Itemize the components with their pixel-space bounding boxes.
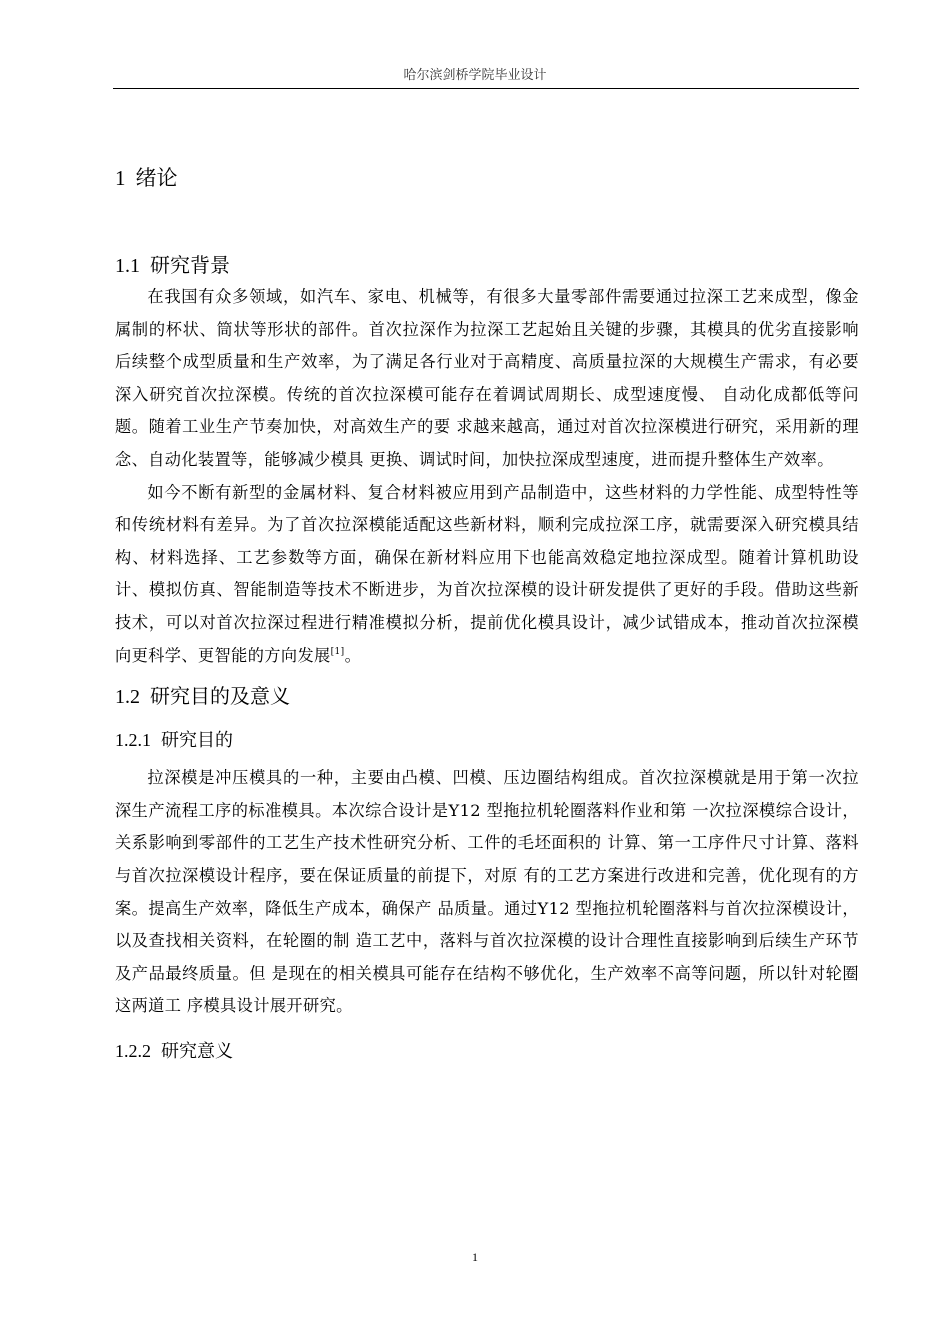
subsection-heading-1-2-2 xyxy=(115,1036,859,1066)
paragraph-tail: 。 xyxy=(344,645,362,665)
section-heading-1-2 xyxy=(115,680,859,712)
subsection-title: 研究意义 xyxy=(161,1040,233,1062)
subsection-number: 1.2.1 xyxy=(115,730,151,751)
section-heading-1-1 xyxy=(115,249,859,281)
page-number: 1 xyxy=(472,1250,478,1264)
header-divider xyxy=(113,88,859,89)
chapter-number: 1 xyxy=(115,166,126,190)
paragraph-background-2 xyxy=(115,477,859,673)
section-title: 研究背景 xyxy=(150,253,230,277)
paragraph-purpose: 拉深模是冲压模具的一种，主要由凸模、凹模、压边圈结构组成。首次拉深模就是用于第一次拉深生产流程工序的标准模具。本次综合设计是Y12 型拖拉机轮圈落料作业和第 一次拉深模综合设计，关系影响到零部件的工艺生产技术性研究分析、工件的毛坯面积的 计算、第一工序件尺寸计算、落料与首次拉深模设计程序，要在保证质量的前提下，对原 有的工艺方案进行改进和完善，优化现有的方案。提高生产效率，降低生产成本，确保产 品质量。通过Y12 型拖拉机轮圈落料与首次拉深模设计，以及查找相关资料，在轮圈的制 造工艺中，落料与首次拉深模的设计合理性直接影响到后续生产环节及产品最终质量。但 是现在的相关模具可能存在结构不够优化，生产效率不高等问题，所以针对轮圈这两道工 序模具设计展开研究。 xyxy=(115,768,859,1016)
subsection-title: 研究目的 xyxy=(161,730,233,752)
section-number: 1.2 xyxy=(115,686,140,709)
running-header: 哈尔滨剑桥学院毕业设计 xyxy=(403,68,547,83)
subsection-number: 1.2.2 xyxy=(115,1040,151,1061)
paragraph-background-1: 在我国有众多领域，如汽车、家电、机械等，有很多大量零部件需要通过拉深工艺来成型，像金属制的杯状、筒状等形状的部件。首次拉深作为拉深工艺起始且关键的步骤，其模具的优劣直接影响后续整个成型质量和生产效率，为了满足各行业对于高精度、高质量拉深的大规模生产需求，有必要深入研究首次拉深模。传统的首次拉深模可能存在着调试周期长、成型速度慢、 自动化成都低等问题。随着工业生产节奏加快，对高效生产的要 求越来越高，通过对首次拉深模进行研究，采用新的理念、自动化装置等，能够减少模具 更换、调试时间，加快拉深成型速度，进而提升整体生产效率。 xyxy=(115,287,859,469)
section-number: 1.1 xyxy=(115,255,140,277)
chapter-heading xyxy=(115,160,859,196)
citation-ref: [1] xyxy=(330,646,345,657)
page-body xyxy=(115,160,859,1066)
paragraph-text: 如今不断有新型的金属材料、复合材料被应用到产品制造中，这些材料的力学性能、成型特性等和传统材料有差异。为了首次拉深模能适配这些新材料，顺利完成拉深工序，就需要深入研究模具结构、材料选择、工艺参数等方面，确保在新材料应用下也能高效稳定地拉深成型。随着计算机助设计、模拟仿真、智能制造等技术不断进步，为首次拉深模的设计研发提供了更好的手段。借助这些新技术，可以对首次拉深过程进行精准模拟分析，提前优化模具设计，减少试错成本，推动首次拉深模向更科学、更智能的方向发展 xyxy=(115,482,859,665)
chapter-title: 绪论 xyxy=(135,166,178,190)
section-title: 研究目的及意义 xyxy=(150,684,290,709)
subsection-heading-1-2-1 xyxy=(115,725,859,755)
